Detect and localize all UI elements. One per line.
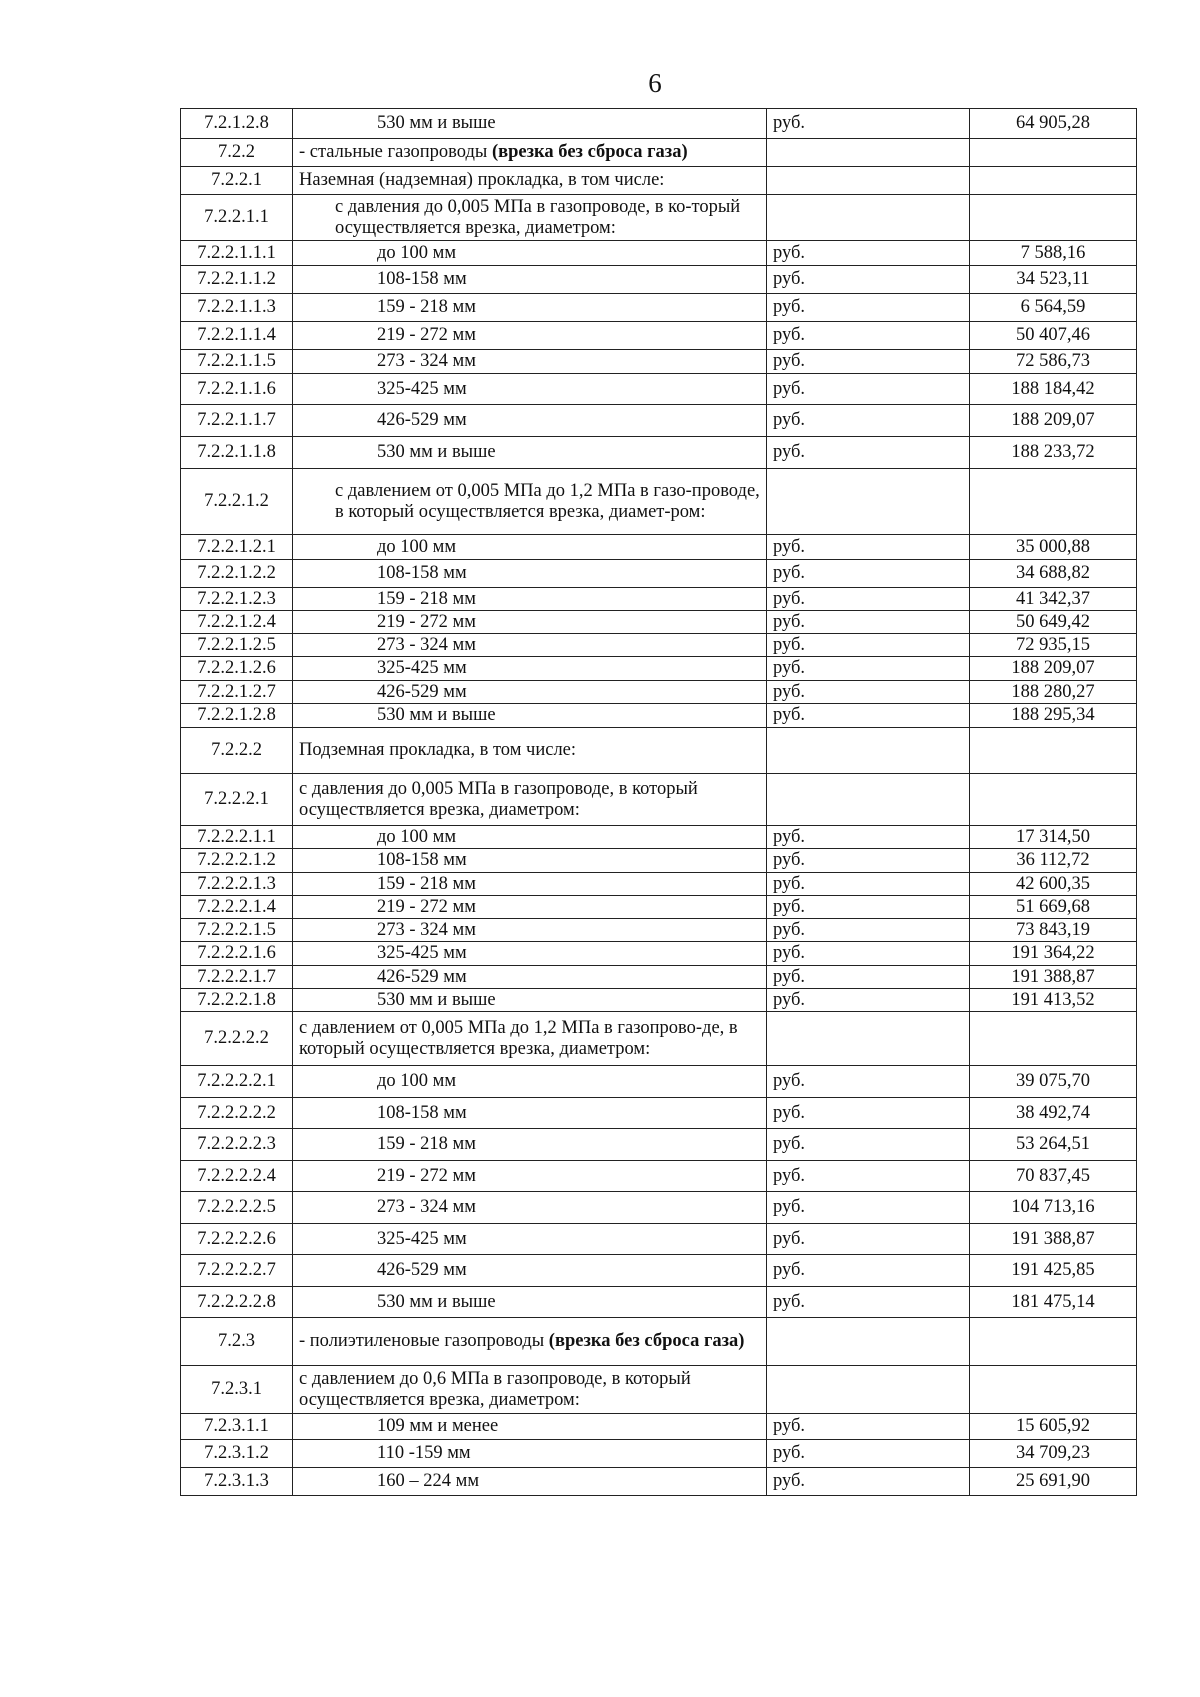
row-name: [293, 634, 767, 657]
row-price: [970, 1012, 1137, 1066]
row-unit: [767, 469, 970, 535]
row-name-bold: (врезка без сброса газа): [491, 142, 688, 162]
row-code: 7.2.2.2.2: [181, 1012, 293, 1066]
row-price: 188 184,42: [970, 374, 1137, 405]
row-price: 64 905,28: [970, 109, 1137, 139]
row-code: 7.2.2.1.2.6: [181, 657, 293, 681]
row-price: 50 407,46: [970, 322, 1137, 350]
table-row: [181, 942, 1137, 966]
row-name-text: 325-425 мм: [377, 943, 467, 963]
row-code: 7.2.2.2: [181, 728, 293, 774]
row-name: [293, 1255, 767, 1287]
row-name: [293, 139, 767, 167]
row-name: [293, 1066, 767, 1098]
row-unit: руб.: [767, 1066, 970, 1098]
row-name-text: 109 мм и менее: [377, 1416, 499, 1436]
row-name: [293, 774, 767, 826]
row-name-text: - полиэтиленовые газопроводы: [299, 1331, 545, 1351]
row-name-text: 108-158 мм: [377, 850, 467, 870]
row-code: 7.2.1.2.8: [181, 109, 293, 139]
row-name-text: 530 мм и выше: [377, 989, 496, 1010]
row-code: 7.2.2.2.2.4: [181, 1161, 293, 1192]
row-price: 181 475,14: [970, 1287, 1137, 1318]
table-row: [181, 469, 1137, 535]
row-name: [293, 989, 767, 1012]
table-row: [181, 1440, 1137, 1468]
row-name-text: с давления до 0,005 МПа в газопроводе, в который осуществляется врезка, диаметром:: [299, 778, 698, 820]
row-name-text: с давлением до 0,6 МПа в газопроводе, в который осуществляется врезка, диаметром:: [299, 1368, 691, 1410]
tariff-table: [180, 108, 1137, 1496]
row-name-text: 110 -159 мм: [377, 1443, 471, 1463]
row-name-text: с давления до 0,005 МПа в газопроводе, в ко-торый осуществляется врезка, диаметром:: [335, 196, 741, 238]
row-price: 17 314,50: [970, 826, 1137, 849]
row-price: 38 492,74: [970, 1098, 1137, 1129]
table-row: [181, 1468, 1137, 1496]
table-row: [181, 611, 1137, 634]
row-name: [293, 588, 767, 611]
table-row: [181, 896, 1137, 919]
row-code: 7.2.2.2.2.8: [181, 1287, 293, 1318]
row-name-bold: (врезка без сброса газа): [548, 1331, 745, 1351]
row-name: [293, 1468, 767, 1496]
row-price: 70 837,45: [970, 1161, 1137, 1192]
row-unit: руб.: [767, 919, 970, 942]
row-name: [293, 1192, 767, 1224]
row-code: 7.2.2.1.1.8: [181, 437, 293, 469]
row-price: 191 364,22: [970, 942, 1137, 966]
row-price: 34 523,11: [970, 266, 1137, 294]
row-code: 7.2.2.2.1.8: [181, 989, 293, 1012]
row-price: 104 713,16: [970, 1192, 1137, 1224]
row-price: 188 295,34: [970, 704, 1137, 728]
table-row: [181, 1414, 1137, 1440]
row-unit: руб.: [767, 588, 970, 611]
table-row: [181, 1129, 1137, 1161]
row-code: 7.2.2.2.1.5: [181, 919, 293, 942]
row-price: 188 209,07: [970, 405, 1137, 437]
row-unit: руб.: [767, 1287, 970, 1318]
row-name-text: 530 мм и выше: [377, 1291, 496, 1312]
row-name-text: 273 - 324 мм: [377, 1197, 476, 1217]
row-unit: руб.: [767, 704, 970, 728]
row-name-text: 159 - 218 мм: [377, 588, 476, 609]
row-name-text: 530 мм и выше: [377, 442, 496, 462]
row-name-text: с давлением от 0,005 МПа до 1,2 МПа в газопрово-де, в который осуществляется врезка, диаметром:: [299, 1017, 738, 1059]
row-price: 25 691,90: [970, 1468, 1137, 1496]
table-row: [181, 1192, 1137, 1224]
row-unit: руб.: [767, 1414, 970, 1440]
row-price: 36 112,72: [970, 849, 1137, 873]
row-price: 7 588,16: [970, 241, 1137, 266]
row-unit: [767, 1318, 970, 1366]
row-price: [970, 1366, 1137, 1414]
row-price: 51 669,68: [970, 896, 1137, 919]
row-name-text: 219 - 272 мм: [377, 325, 476, 345]
row-price: 188 209,07: [970, 657, 1137, 681]
table-row: [181, 294, 1137, 322]
table-row: [181, 1255, 1137, 1287]
row-price: 72 586,73: [970, 350, 1137, 374]
row-name: [293, 728, 767, 774]
table-row: [181, 535, 1137, 560]
row-name-text: до 100 мм: [377, 242, 457, 263]
row-name-text: 159 - 218 мм: [377, 873, 476, 894]
table-row: [181, 405, 1137, 437]
row-unit: руб.: [767, 405, 970, 437]
row-name: [293, 1287, 767, 1318]
row-name: [293, 1414, 767, 1440]
row-name-text: 219 - 272 мм: [377, 896, 476, 917]
row-code: 7.2.3.1: [181, 1366, 293, 1414]
row-name: [293, 657, 767, 681]
row-price: 72 935,15: [970, 634, 1137, 657]
table-row: [181, 1012, 1137, 1066]
row-name-text: 219 - 272 мм: [377, 611, 476, 632]
row-name: [293, 1098, 767, 1129]
table-row: [181, 1224, 1137, 1255]
row-name: [293, 350, 767, 374]
row-name-text: 273 - 324 мм: [377, 919, 476, 940]
table-row: [181, 919, 1137, 942]
row-unit: руб.: [767, 896, 970, 919]
table-row: [181, 195, 1137, 241]
row-code: 7.2.2.2.2.6: [181, 1224, 293, 1255]
row-price: 53 264,51: [970, 1129, 1137, 1161]
row-name: [293, 896, 767, 919]
row-name: [293, 560, 767, 588]
row-code: 7.2.2.2.1.6: [181, 942, 293, 966]
row-name: [293, 469, 767, 535]
table-row: [181, 139, 1137, 167]
row-name-text: 159 - 218 мм: [377, 1134, 476, 1154]
row-unit: руб.: [767, 294, 970, 322]
row-name: [293, 1161, 767, 1192]
row-code: 7.2.2.1.2.3: [181, 588, 293, 611]
row-name-text: с давлением от 0,005 МПа до 1,2 МПа в газо-проводе, в который осуществляется врезка, диамет-ром:: [335, 480, 760, 522]
row-name: [293, 919, 767, 942]
row-unit: руб.: [767, 873, 970, 896]
row-name: [293, 942, 767, 966]
row-name-text: Наземная (надземная) прокладка, в том числе:: [299, 170, 665, 190]
row-code: 7.2.2.2.2.5: [181, 1192, 293, 1224]
row-code: 7.2.2.1.2.1: [181, 535, 293, 560]
table-row: [181, 437, 1137, 469]
row-price: 188 233,72: [970, 437, 1137, 469]
table-row: [181, 657, 1137, 681]
table-row: [181, 1287, 1137, 1318]
table-row: [181, 109, 1137, 139]
row-unit: руб.: [767, 437, 970, 469]
row-code: 7.2.2.1.1.7: [181, 405, 293, 437]
row-unit: руб.: [767, 266, 970, 294]
row-name-text: 426-529 мм: [377, 1260, 467, 1280]
row-unit: руб.: [767, 241, 970, 266]
row-name-text: 159 - 218 мм: [377, 297, 476, 317]
row-unit: руб.: [767, 374, 970, 405]
row-unit: руб.: [767, 1098, 970, 1129]
row-name-text: 108-158 мм: [377, 1102, 467, 1123]
row-price: 34 709,23: [970, 1440, 1137, 1468]
table-row: [181, 873, 1137, 896]
row-code: 7.2.2.1.2.4: [181, 611, 293, 634]
row-code: 7.2.3.1.1: [181, 1414, 293, 1440]
row-name-text: Подземная прокладка, в том числе:: [299, 740, 577, 760]
tariff-table-body: [181, 109, 1137, 1496]
row-unit: руб.: [767, 966, 970, 989]
row-unit: руб.: [767, 1192, 970, 1224]
row-code: 7.2.2.2.1.4: [181, 896, 293, 919]
row-name: [293, 322, 767, 350]
row-name: [293, 1224, 767, 1255]
table-row: [181, 1318, 1137, 1366]
table-row: [181, 704, 1137, 728]
row-unit: руб.: [767, 1224, 970, 1255]
row-name-text: 273 - 324 мм: [377, 351, 476, 371]
row-name: [293, 195, 767, 241]
table-row: [181, 167, 1137, 195]
row-price: 188 280,27: [970, 681, 1137, 704]
table-row: [181, 560, 1137, 588]
table-row: [181, 374, 1137, 405]
row-unit: руб.: [767, 681, 970, 704]
row-name-text: 108-158 мм: [377, 269, 467, 289]
table-row: [181, 728, 1137, 774]
row-unit: руб.: [767, 1161, 970, 1192]
row-code: 7.2.2.1: [181, 167, 293, 195]
row-name: [293, 535, 767, 560]
table-row: [181, 849, 1137, 873]
row-name: [293, 294, 767, 322]
row-unit: [767, 1012, 970, 1066]
row-price: 41 342,37: [970, 588, 1137, 611]
table-row: [181, 681, 1137, 704]
row-name: [293, 611, 767, 634]
row-unit: руб.: [767, 989, 970, 1012]
row-price: [970, 469, 1137, 535]
table-row: [181, 350, 1137, 374]
row-unit: руб.: [767, 1468, 970, 1496]
row-name-text: 530 мм и выше: [377, 113, 496, 133]
table-row: [181, 826, 1137, 849]
row-price: 191 425,85: [970, 1255, 1137, 1287]
row-unit: [767, 728, 970, 774]
row-price: 39 075,70: [970, 1066, 1137, 1098]
row-code: 7.2.2.1.1.4: [181, 322, 293, 350]
row-name: [293, 266, 767, 294]
row-name: [293, 681, 767, 704]
row-code: 7.2.2.1.2.8: [181, 704, 293, 728]
row-price: [970, 139, 1137, 167]
row-name: [293, 374, 767, 405]
row-name-text: до 100 мм: [377, 826, 457, 847]
row-unit: руб.: [767, 535, 970, 560]
row-price: [970, 774, 1137, 826]
row-name-text: 325-425 мм: [377, 1228, 467, 1249]
row-code: 7.2.2.1.2.2: [181, 560, 293, 588]
row-unit: руб.: [767, 657, 970, 681]
row-name-text: 273 - 324 мм: [377, 634, 476, 655]
table-row: [181, 774, 1137, 826]
row-name-text: 219 - 272 мм: [377, 1165, 476, 1186]
table-row: [181, 989, 1137, 1012]
table-row: [181, 1366, 1137, 1414]
row-unit: руб.: [767, 1440, 970, 1468]
row-name: [293, 241, 767, 266]
row-name: [293, 704, 767, 728]
row-name-text: 530 мм и выше: [377, 705, 496, 725]
row-name-text: 426-529 мм: [377, 681, 467, 702]
row-price: 34 688,82: [970, 560, 1137, 588]
row-price: 35 000,88: [970, 535, 1137, 560]
row-unit: руб.: [767, 350, 970, 374]
row-unit: руб.: [767, 942, 970, 966]
row-price: [970, 167, 1137, 195]
row-unit: руб.: [767, 109, 970, 139]
row-name: [293, 966, 767, 989]
row-price: 6 564,59: [970, 294, 1137, 322]
row-price: [970, 728, 1137, 774]
row-code: 7.2.2: [181, 139, 293, 167]
row-name: [293, 849, 767, 873]
row-code: 7.2.2.1.2.5: [181, 634, 293, 657]
row-price: 50 649,42: [970, 611, 1137, 634]
table-row: [181, 966, 1137, 989]
row-name-text: до 100 мм: [377, 1071, 457, 1091]
table-row: [181, 634, 1137, 657]
row-unit: руб.: [767, 322, 970, 350]
row-unit: руб.: [767, 1255, 970, 1287]
row-name-text: 325-425 мм: [377, 658, 467, 678]
row-code: 7.2.2.2.1.1: [181, 826, 293, 849]
row-code: 7.2.2.2.1.7: [181, 966, 293, 989]
row-code: 7.2.2.1.2: [181, 469, 293, 535]
table-row: [181, 241, 1137, 266]
row-price: 73 843,19: [970, 919, 1137, 942]
row-name-text: 108-158 мм: [377, 563, 467, 583]
row-name: [293, 1366, 767, 1414]
table-row: [181, 266, 1137, 294]
row-unit: [767, 167, 970, 195]
row-code: 7.2.3: [181, 1318, 293, 1366]
row-code: 7.2.2.1.2.7: [181, 681, 293, 704]
row-unit: [767, 1366, 970, 1414]
row-code: 7.2.2.1.1.3: [181, 294, 293, 322]
row-name-text: 426-529 мм: [377, 410, 467, 430]
row-unit: [767, 195, 970, 241]
row-price: 191 413,52: [970, 989, 1137, 1012]
row-unit: руб.: [767, 611, 970, 634]
row-unit: руб.: [767, 849, 970, 873]
row-code: 7.2.2.2.1.3: [181, 873, 293, 896]
row-name-text: до 100 мм: [377, 536, 457, 557]
row-name: [293, 405, 767, 437]
row-code: 7.2.2.2.2.2: [181, 1098, 293, 1129]
page-number: 6: [648, 68, 662, 98]
row-name: [293, 1129, 767, 1161]
row-price: [970, 1318, 1137, 1366]
row-name: [293, 167, 767, 195]
row-price: 191 388,87: [970, 1224, 1137, 1255]
row-name: [293, 1012, 767, 1066]
row-code: 7.2.2.1.1.2: [181, 266, 293, 294]
row-code: 7.2.3.1.3: [181, 1468, 293, 1496]
row-code: 7.2.2.2.2.3: [181, 1129, 293, 1161]
row-code: 7.2.2.2.2.1: [181, 1066, 293, 1098]
row-code: 7.2.2.1.1.5: [181, 350, 293, 374]
table-row: [181, 1161, 1137, 1192]
row-name-text: - стальные газопроводы: [299, 142, 488, 162]
row-name: [293, 1440, 767, 1468]
row-price: [970, 195, 1137, 241]
table-row: [181, 1098, 1137, 1129]
row-name-text: 160 – 224 мм: [377, 1471, 480, 1491]
row-code: 7.2.2.2.1.2: [181, 849, 293, 873]
row-unit: [767, 774, 970, 826]
row-name: [293, 437, 767, 469]
row-code: 7.2.2.1.1.6: [181, 374, 293, 405]
row-unit: руб.: [767, 560, 970, 588]
table-row: [181, 322, 1137, 350]
row-name: [293, 1318, 767, 1366]
table-row: [181, 1066, 1137, 1098]
row-name: [293, 873, 767, 896]
row-unit: руб.: [767, 634, 970, 657]
row-code: 7.2.3.1.2: [181, 1440, 293, 1468]
row-name-text: 325-425 мм: [377, 378, 467, 399]
row-code: 7.2.2.1.1: [181, 195, 293, 241]
row-unit: [767, 139, 970, 167]
row-code: 7.2.2.2.2.7: [181, 1255, 293, 1287]
row-name-text: 426-529 мм: [377, 966, 467, 987]
row-code: 7.2.2.1.1.1: [181, 241, 293, 266]
row-price: 42 600,35: [970, 873, 1137, 896]
row-name: [293, 826, 767, 849]
row-price: 191 388,87: [970, 966, 1137, 989]
row-unit: руб.: [767, 826, 970, 849]
row-price: 15 605,92: [970, 1414, 1137, 1440]
row-code: 7.2.2.2.1: [181, 774, 293, 826]
row-name: [293, 109, 767, 139]
row-unit: руб.: [767, 1129, 970, 1161]
table-row: [181, 588, 1137, 611]
